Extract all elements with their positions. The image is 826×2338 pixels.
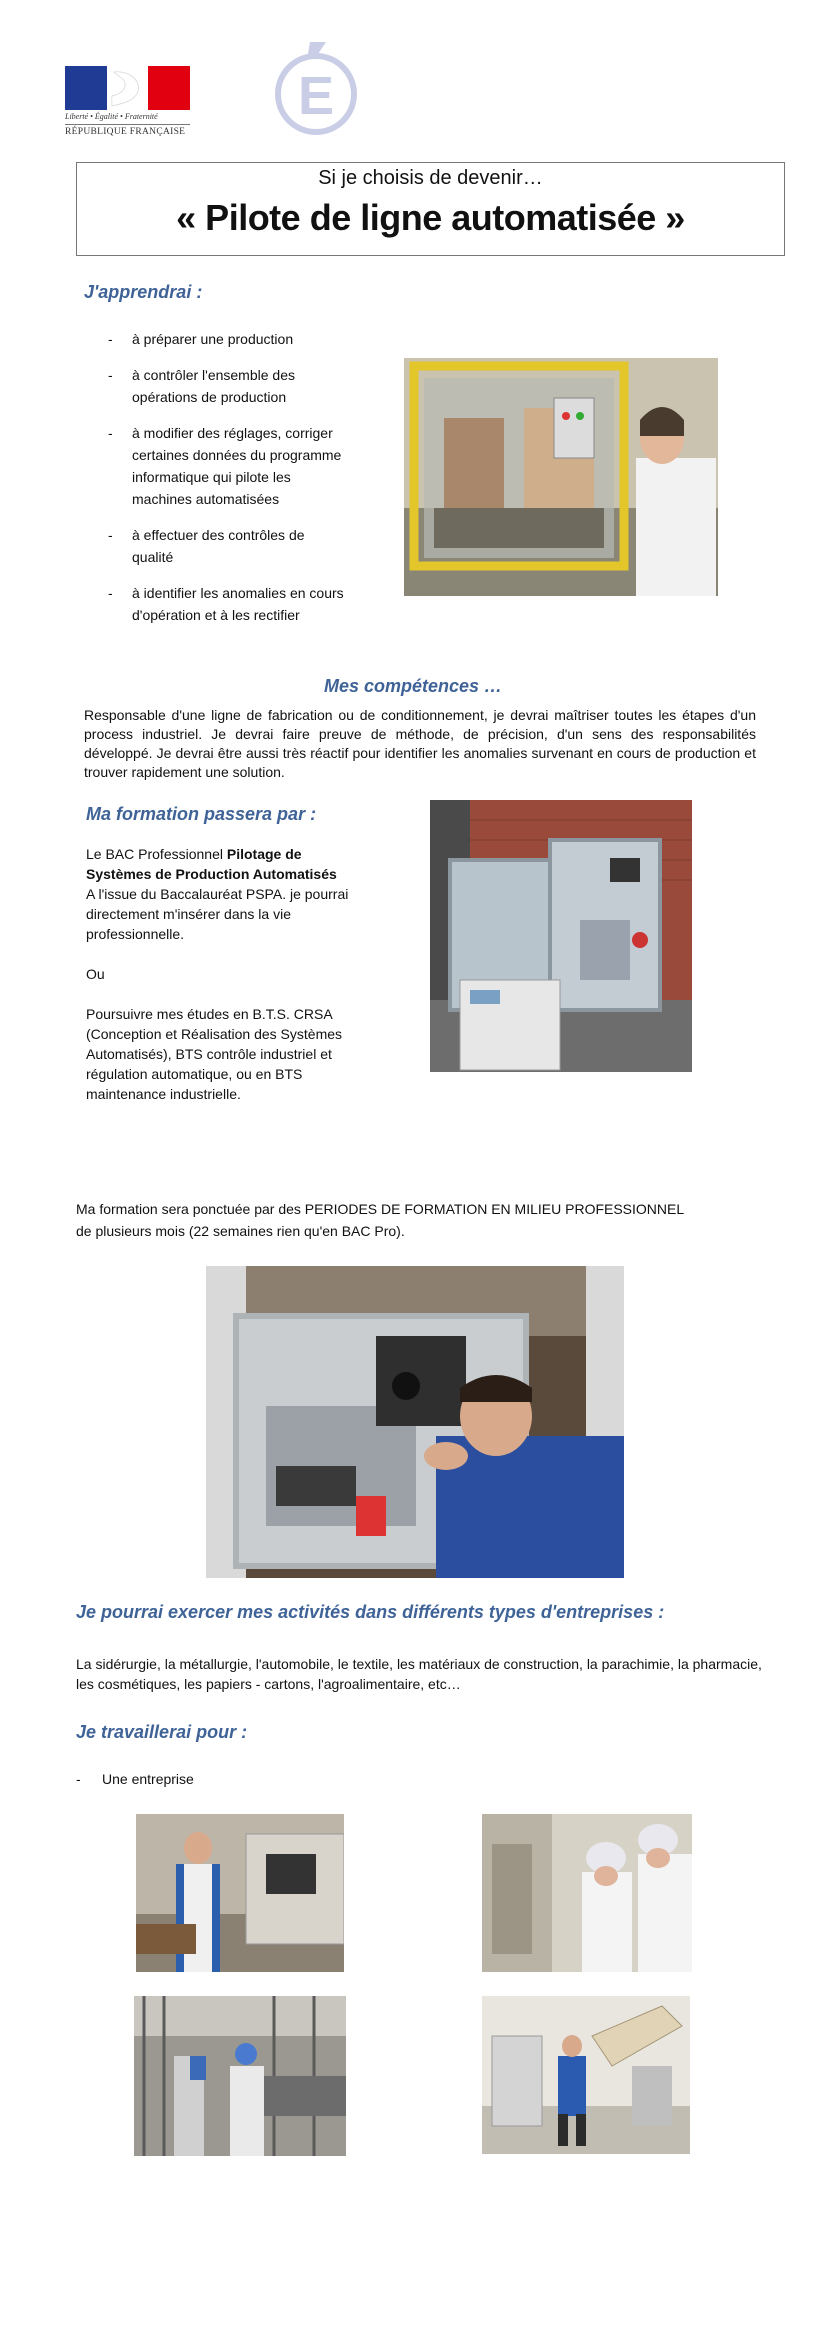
republique-francaise-logo <box>65 66 190 142</box>
photo-entreprise-4 <box>482 1996 690 2154</box>
republique-motto: Liberté • Égalité • Fraternité <box>65 112 158 121</box>
apprendrai-list <box>108 328 348 626</box>
list-item: - à identifier les anomalies en cours d'opération et à les rectifier <box>108 582 348 626</box>
photo-technicien-reglage <box>206 1266 624 1578</box>
competences-text: Responsable d'une ligne de fabrication ou de conditionnement, je devrai maîtriser toutes les étapes d'un process industriel. Je devrai faire preuve de méthode, de précision, d'un sens des responsabilités développé. Je devrai être aussi très réactif pour identifier les anomalies survenant en cours de production et trouver rapidement une solution. <box>84 707 756 780</box>
entreprises-heading: Je pourrai exercer mes activités dans différents types d'entreprises : <box>76 1602 665 1622</box>
travaillerai-list-container <box>76 1768 476 1804</box>
periodes-line-1: Ma formation sera ponctuée par des PERIODES DE FORMATION EN MILIEU PROFESSIONNEL <box>76 1201 685 1217</box>
apprendrai-heading: J'apprendrai : <box>84 282 203 302</box>
competences-heading: Mes compétences … <box>323 676 503 696</box>
formation-or: Ou <box>86 966 105 982</box>
formation-diploma: Pilotage de Systèmes de Production Automatisés <box>86 846 337 882</box>
formation-after-bac: A l'issue du Baccalauréat PSPA. je pourrai directement m'insérer dans la vie professionnelle. <box>86 886 349 942</box>
republique-name: RÉPUBLIQUE FRANÇAISE <box>65 124 190 137</box>
formation-intro: Le BAC Professionnel Pilotage de Systèmes de Production Automatisés <box>86 846 337 882</box>
title-subtitle: Si je choisis de devenir… <box>318 167 543 189</box>
page-title: « Pilote de ligne automatisée » <box>176 197 685 238</box>
list-item: - à contrôler l'ensemble des opérations de production <box>108 364 348 408</box>
travaillerai-list <box>76 1768 476 1790</box>
education-letter: E <box>297 66 335 126</box>
periodes-line-2: de plusieurs mois (22 semaines rien qu'en BAC Pro). <box>76 1223 405 1239</box>
travaillerai-heading: Je travaillerai pour : <box>76 1722 248 1742</box>
photo-entreprise-3 <box>134 1996 346 2156</box>
photo-operatrice-machine <box>404 358 718 596</box>
list-item: - à modifier des réglages, corriger certaines données du programme informatique qui pilote les machines automatisées <box>108 422 348 510</box>
apprendrai-list-container <box>108 328 348 640</box>
periodes-text <box>76 1198 776 1242</box>
entreprises-text: La sidérurgie, la métallurgie, l'automobile, le textile, les matériaux de construction, la parachimie, la pharmacie, les cosmétiques, les papiers - cartons, l'agroalimentaire, etc… <box>76 1656 762 1692</box>
title-box <box>76 162 785 256</box>
list-item: - à préparer une production <box>108 328 348 350</box>
formation-studies: Poursuivre mes études en B.T.S. CRSA (Conception et Réalisation des Systèmes Automatisés), BTS contrôle industriel et régulation automatique, ou en BTS maintenance industrielle. <box>86 1006 343 1102</box>
photo-entreprise-1 <box>136 1814 344 1972</box>
list-item: - à effectuer des contrôles de qualité <box>108 524 348 568</box>
formation-text <box>86 844 356 1104</box>
flag-icon <box>65 66 190 110</box>
photo-entreprise-2 <box>482 1814 692 1972</box>
photo-systeme-production <box>430 800 692 1072</box>
education-nationale-logo <box>274 36 358 136</box>
list-item: - Une entreprise <box>76 1768 476 1790</box>
formation-heading: Ma formation passera par : <box>86 804 317 824</box>
